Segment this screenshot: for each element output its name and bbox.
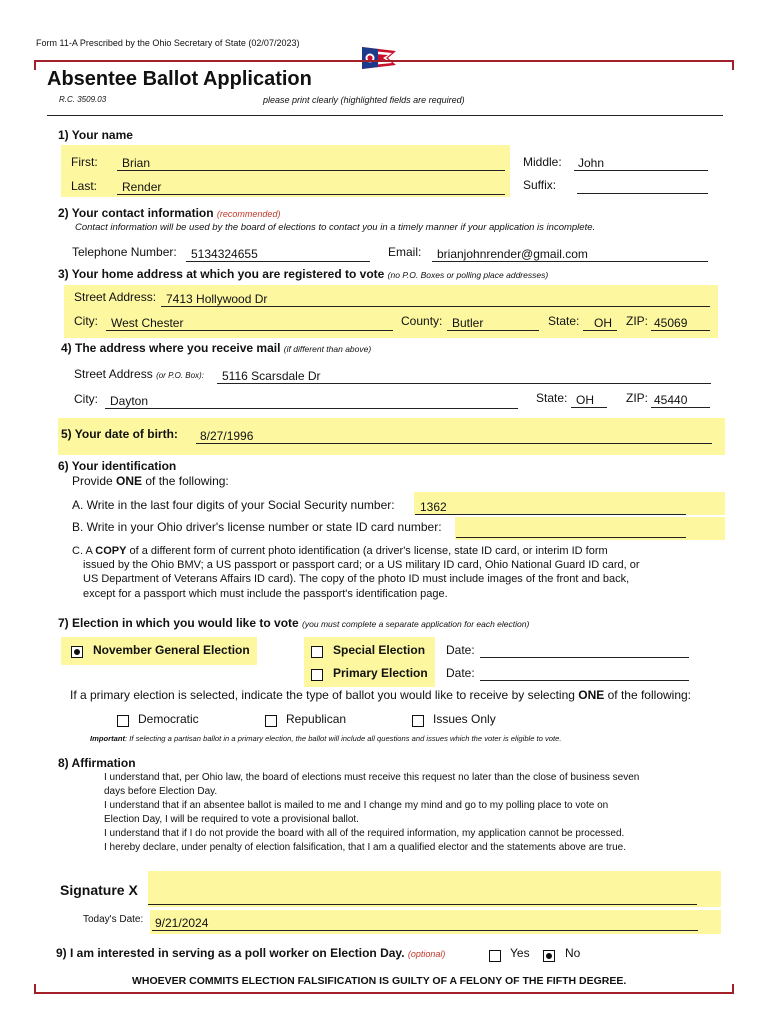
important-note: Important: If selecting a partisan ballot in a primary election, the ballot will include all questions and issues which the voter is eligible to vote. [90, 734, 562, 743]
middle-name-line [574, 170, 708, 171]
home-zip-line [651, 330, 710, 331]
frame-bottom [34, 992, 734, 994]
signature-highlight [148, 871, 721, 907]
license-label: B. Write in your Ohio driver's license number or state ID card number: [72, 520, 442, 534]
middle-name-label: Middle: [523, 155, 562, 169]
frame-corner [34, 984, 36, 994]
home-city-label: City: [74, 314, 98, 328]
recommended-tag: (recommended) [216, 209, 281, 219]
middle-name-field[interactable]: John [578, 156, 605, 170]
section-5-heading: 5) Your date of birth: [61, 427, 178, 441]
phone-label: Telephone Number: [72, 245, 177, 259]
home-address-note: (no P.O. Boxes or polling place addresses) [387, 270, 549, 280]
print-instruction: please print clearly (highlighted fields are required) [263, 95, 465, 105]
democratic-label: Democratic [138, 712, 199, 726]
last-name-field[interactable]: Render [122, 180, 162, 194]
license-line [456, 537, 686, 538]
mail-street-line [217, 383, 711, 384]
poll-worker-no-label: No [565, 946, 581, 960]
optional-tag: (optional) [407, 949, 446, 959]
home-street-line [161, 306, 710, 307]
photo-id-paragraph: C. A COPY of a different form of current photo identification (a driver's license, state ID card, or interim ID form issued by the Ohio BMV; a US passport or passport card; or a US military ID card, Ohio National Guard ID card, or US Department of Veterans Affairs ID card). The copy of the photo ID must include images of the front and back, except for a passport which must include the passport's identification page. [72, 545, 640, 600]
dob-field[interactable]: 8/27/1996 [200, 429, 254, 443]
home-zip-field[interactable]: 45069 [654, 316, 688, 330]
email-label: Email: [388, 245, 422, 259]
ssn-label: A. Write in the last four digits of your Social Security number: [72, 498, 395, 512]
home-street-field[interactable]: 7413 Hollywood Dr [166, 292, 268, 306]
provide-one-text: Provide ONE of the following: [72, 474, 229, 488]
primary-date-label: Date: [446, 666, 475, 680]
county-label: County: [401, 314, 443, 328]
mail-state-line [571, 407, 607, 408]
poll-worker-no-checkbox[interactable] [543, 950, 555, 962]
rc-citation: R.C. 3509.03 [59, 95, 107, 104]
special-election-checkbox[interactable] [311, 646, 323, 658]
signature-label: Signature X [60, 882, 138, 898]
felony-warning: WHOEVER COMMITS ELECTION FALSIFICATION IS GUILTY OF A FELONY OF THE FIFTH DEGREE. [132, 975, 627, 987]
first-name-line [117, 170, 505, 171]
page-title: Absentee Ballot Application [47, 68, 312, 90]
frame-corner [732, 984, 734, 994]
header-rule [47, 115, 723, 116]
home-city-field[interactable]: West Chester [111, 316, 184, 330]
republican-label: Republican [286, 712, 347, 726]
frame-corner [732, 60, 734, 70]
special-date-field[interactable] [480, 657, 689, 658]
po-box-note: (or P.O. Box): [156, 371, 204, 380]
special-date-label: Date: [446, 643, 475, 657]
home-zip-label: ZIP: [626, 314, 649, 328]
primary-election-checkbox[interactable] [311, 669, 323, 681]
republican-checkbox[interactable] [265, 715, 277, 727]
affirmation-text: I understand that, per Ohio law, the board of elections must receive this request no later than the close of business seven days before Election Day. I understand that if an absentee ballot is mailed to me and I change my mind and go to my polling place to vote on Election Day, I will be required to vote a provisional ballot. I understand that if I do not provide the board with all of the required information, my application cannot be processed. I hereby declare, under penalty of election falsification, that I am a qualified elector and the statements above are true. [104, 772, 640, 853]
first-name-field[interactable]: Brian [122, 156, 151, 170]
issues-only-checkbox[interactable] [412, 715, 424, 727]
ssn-highlight [414, 492, 725, 515]
frame-top [34, 60, 734, 62]
mail-zip-label: ZIP: [626, 391, 649, 405]
primary-date-field[interactable] [480, 680, 689, 681]
county-field[interactable]: Butler [452, 316, 484, 330]
ssn-line [415, 514, 686, 515]
primary-election-label: Primary Election [333, 666, 428, 680]
phone-field[interactable]: 5134324655 [191, 247, 258, 261]
section-7-heading: 7) Election in which you would like to vote (you must complete a separate application for each election) [58, 616, 530, 630]
section-2-heading: 2) Your contact information (recommended) [58, 206, 281, 220]
ballot-type-instruction: If a primary election is selected, indicate the type of ballot you would like to receive by selecting ONE of the following: [70, 688, 691, 702]
section-6-heading: 6) Your identification [58, 459, 177, 473]
email-field[interactable]: brianjohnrender@gmail.com [437, 247, 588, 261]
section-9-heading: 9) I am interested in serving as a poll worker on Election Day. (optional) [56, 946, 446, 960]
last-name-label: Last: [71, 179, 98, 193]
section-3-heading: 3) Your home address at which you are registered to vote (no P.O. Boxes or polling place addresses) [58, 267, 549, 281]
general-election-label: November General Election [93, 643, 250, 657]
mail-street-label: Street Address (or P.O. Box): [74, 367, 204, 381]
section-4-heading: 4) The address where you receive mail (if different than above) [61, 341, 372, 355]
first-name-label: First: [71, 155, 98, 169]
suffix-label: Suffix: [523, 178, 557, 192]
issues-only-label: Issues Only [433, 712, 496, 726]
dob-line [196, 443, 712, 444]
todays-date-label: Today's Date: [83, 914, 144, 925]
mail-zip-line [651, 407, 710, 408]
mail-address-note: (if different than above) [283, 344, 372, 354]
ssn-field[interactable]: 1362 [420, 500, 447, 514]
home-state-field[interactable]: OH [594, 316, 612, 330]
mail-zip-field[interactable]: 45440 [654, 393, 688, 407]
mail-state-label: State: [536, 391, 568, 405]
special-election-label: Special Election [333, 643, 426, 657]
election-note: (you must complete a separate application for each election) [302, 619, 530, 629]
todays-date-line [152, 930, 698, 931]
general-election-checkbox[interactable] [71, 646, 83, 658]
county-line [447, 330, 539, 331]
ohio-flag-icon [362, 47, 396, 69]
home-state-label: State: [548, 314, 580, 328]
frame-corner [34, 60, 36, 70]
todays-date-field[interactable]: 9/21/2024 [155, 916, 209, 930]
poll-worker-yes-checkbox[interactable] [489, 950, 501, 962]
home-street-label: Street Address: [74, 290, 157, 304]
home-city-line [106, 330, 393, 331]
email-line [432, 261, 708, 262]
mail-city-field[interactable]: Dayton [110, 394, 149, 408]
mail-city-label: City: [74, 392, 98, 406]
mail-state-field[interactable]: OH [576, 393, 594, 407]
contact-note: Contact information will be used by the board of elections to contact you in a timely manner if your application is incomplete. [75, 222, 596, 233]
last-name-line [117, 194, 505, 195]
mail-street-field[interactable]: 5116 Scarsdale Dr [222, 369, 321, 383]
form-id: Form 11-A Prescribed by the Ohio Secretary of State (02/07/2023) [36, 38, 300, 48]
mail-city-line [105, 408, 518, 409]
signature-field[interactable] [148, 904, 697, 905]
democratic-checkbox[interactable] [117, 715, 129, 727]
home-state-line [583, 330, 617, 331]
poll-worker-yes-label: Yes [510, 946, 530, 960]
phone-line [186, 261, 370, 262]
suffix-line [577, 193, 708, 194]
section-8-heading: 8) Affirmation [58, 756, 136, 770]
section-1-heading: 1) Your name [58, 128, 133, 142]
